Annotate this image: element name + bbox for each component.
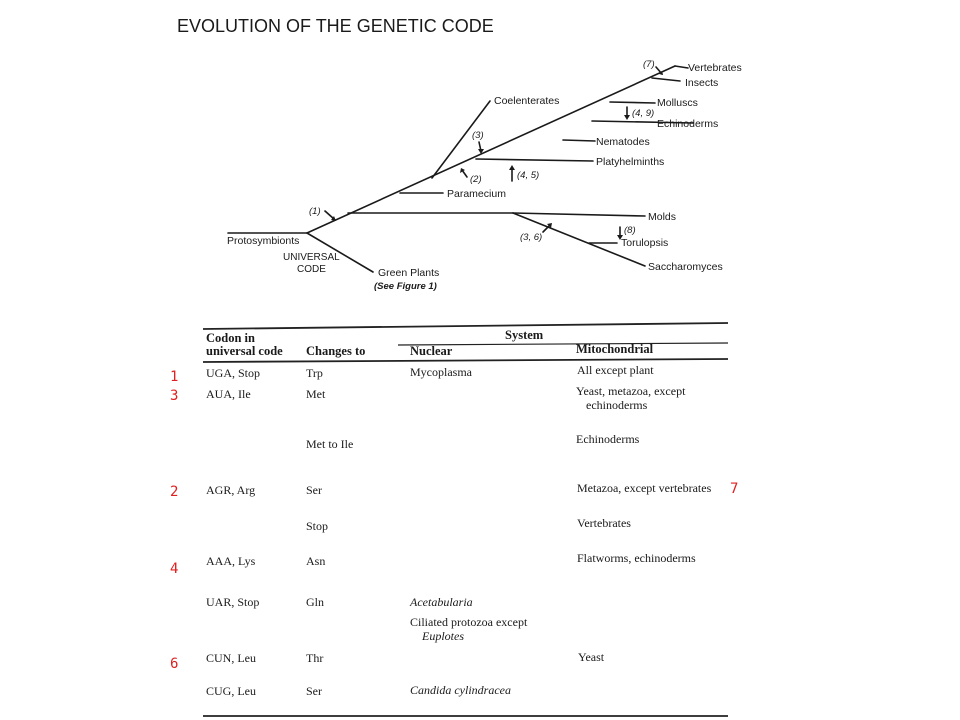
event-2: (2) xyxy=(470,174,482,185)
cell-mito: Flatworms, echinoderms xyxy=(577,551,696,565)
cell-mito: All except plant xyxy=(577,363,654,377)
cell-change: Ser xyxy=(306,684,322,698)
codon-table xyxy=(203,323,728,716)
cell-nuclear: Candida cylindracea xyxy=(410,683,511,697)
taxon-paramecium: Paramecium xyxy=(447,188,506,200)
taxon-nematodes: Nematodes xyxy=(596,136,650,148)
annotation-2: 2 xyxy=(170,484,179,500)
cell-mito-cont: echinoderms xyxy=(586,398,648,412)
table-top-rule xyxy=(203,323,728,329)
cell-mito: Echinoderms xyxy=(576,432,640,446)
phylogenetic-tree xyxy=(227,59,742,292)
cell-change: Ser xyxy=(306,483,322,497)
branch-molds xyxy=(513,213,645,216)
header-changes-to: Changes to xyxy=(306,344,366,358)
taxon-protosymbionts: Protosymbionts xyxy=(227,235,300,247)
header-codon-line1: Codon in xyxy=(206,331,255,345)
taxon-coelenterates: Coelenterates xyxy=(494,95,560,107)
branch-molluscs xyxy=(610,102,655,103)
cell-change: Met xyxy=(306,387,326,401)
taxon-torulopsis: Torulopsis xyxy=(621,237,669,249)
cell-change: Thr xyxy=(306,651,324,665)
annotation-3: 3 xyxy=(170,388,179,404)
cell-change: Met to Ile xyxy=(306,437,354,451)
cell-nuclear: Mycoplasma xyxy=(410,365,472,379)
event-8: (8) xyxy=(624,225,636,236)
annotation-4: 4 xyxy=(170,561,179,577)
cell-mito: Yeast, metazoa, except xyxy=(576,384,686,398)
event-3-6: (3, 6) xyxy=(520,232,543,243)
taxon-molluscs: Molluscs xyxy=(657,97,698,109)
arrowhead-event-4-5 xyxy=(509,165,515,170)
branch-insects xyxy=(652,78,680,81)
label-universal: UNIVERSAL xyxy=(283,252,340,263)
taxon-platyhelminths: Platyhelminths xyxy=(596,156,665,168)
taxon-echinoderms: Echinoderms xyxy=(657,118,719,130)
branch-nematodes xyxy=(563,140,595,141)
annotation-6: 6 xyxy=(170,656,179,672)
taxon-insects: Insects xyxy=(685,77,719,89)
header-mitochondrial: Mitochondrial xyxy=(576,342,654,356)
cell-codon: UAR, Stop xyxy=(206,595,260,609)
taxon-saccharomyces: Saccharomyces xyxy=(648,261,723,273)
cell-change: Gln xyxy=(306,595,324,609)
event-7: (7) xyxy=(643,59,655,70)
cell-codon: CUN, Leu xyxy=(206,651,256,665)
event-3: (3) xyxy=(472,130,484,141)
cell-codon: CUG, Leu xyxy=(206,684,256,698)
cell-mito: Metazoa, except vertebrates xyxy=(577,481,712,495)
event-1: (1) xyxy=(309,206,321,217)
system-header: System xyxy=(505,328,544,342)
label-code: CODE xyxy=(297,264,326,275)
cell-mito: Yeast xyxy=(578,650,605,664)
event-4-9: (4, 9) xyxy=(632,108,655,119)
taxon-green-plants: Green Plants xyxy=(378,267,440,279)
cell-codon: UGA, Stop xyxy=(206,366,261,380)
cell-mito: Vertebrates xyxy=(577,516,631,530)
cell-codon: AAA, Lys xyxy=(206,554,256,568)
annotation-7: 7 xyxy=(730,481,739,497)
annotation-1: 1 xyxy=(170,369,179,385)
label-see-figure: (See Figure 1) xyxy=(374,281,437,292)
cell-nuclear-cont: Euplotes xyxy=(422,629,464,643)
header-codon-line2: universal code xyxy=(206,344,283,358)
cell-change: Stop xyxy=(306,519,329,533)
event-4-5: (4, 5) xyxy=(517,170,540,181)
arrowhead-event-4-9 xyxy=(624,115,630,120)
cell-nuclear: Acetabularia xyxy=(410,595,473,609)
taxon-molds: Molds xyxy=(648,211,677,223)
cell-codon: AUA, Ile xyxy=(206,387,251,401)
branch-main-trunk xyxy=(307,66,675,233)
taxon-vertebrates: Vertebrates xyxy=(688,62,742,74)
cell-codon: AGR, Arg xyxy=(206,483,256,497)
cell-nuclear: Ciliated protozoa except xyxy=(410,615,528,629)
header-bottom-rule xyxy=(203,359,728,362)
cell-change: Trp xyxy=(306,366,323,380)
branch-vertebrates xyxy=(675,66,688,68)
branch-platyhelminths xyxy=(476,159,593,161)
header-nuclear: Nuclear xyxy=(410,344,453,358)
arrow-event-1 xyxy=(325,211,334,219)
cell-change: Asn xyxy=(306,554,326,568)
figure-title: EVOLUTION OF THE GENETIC CODE xyxy=(177,16,494,36)
